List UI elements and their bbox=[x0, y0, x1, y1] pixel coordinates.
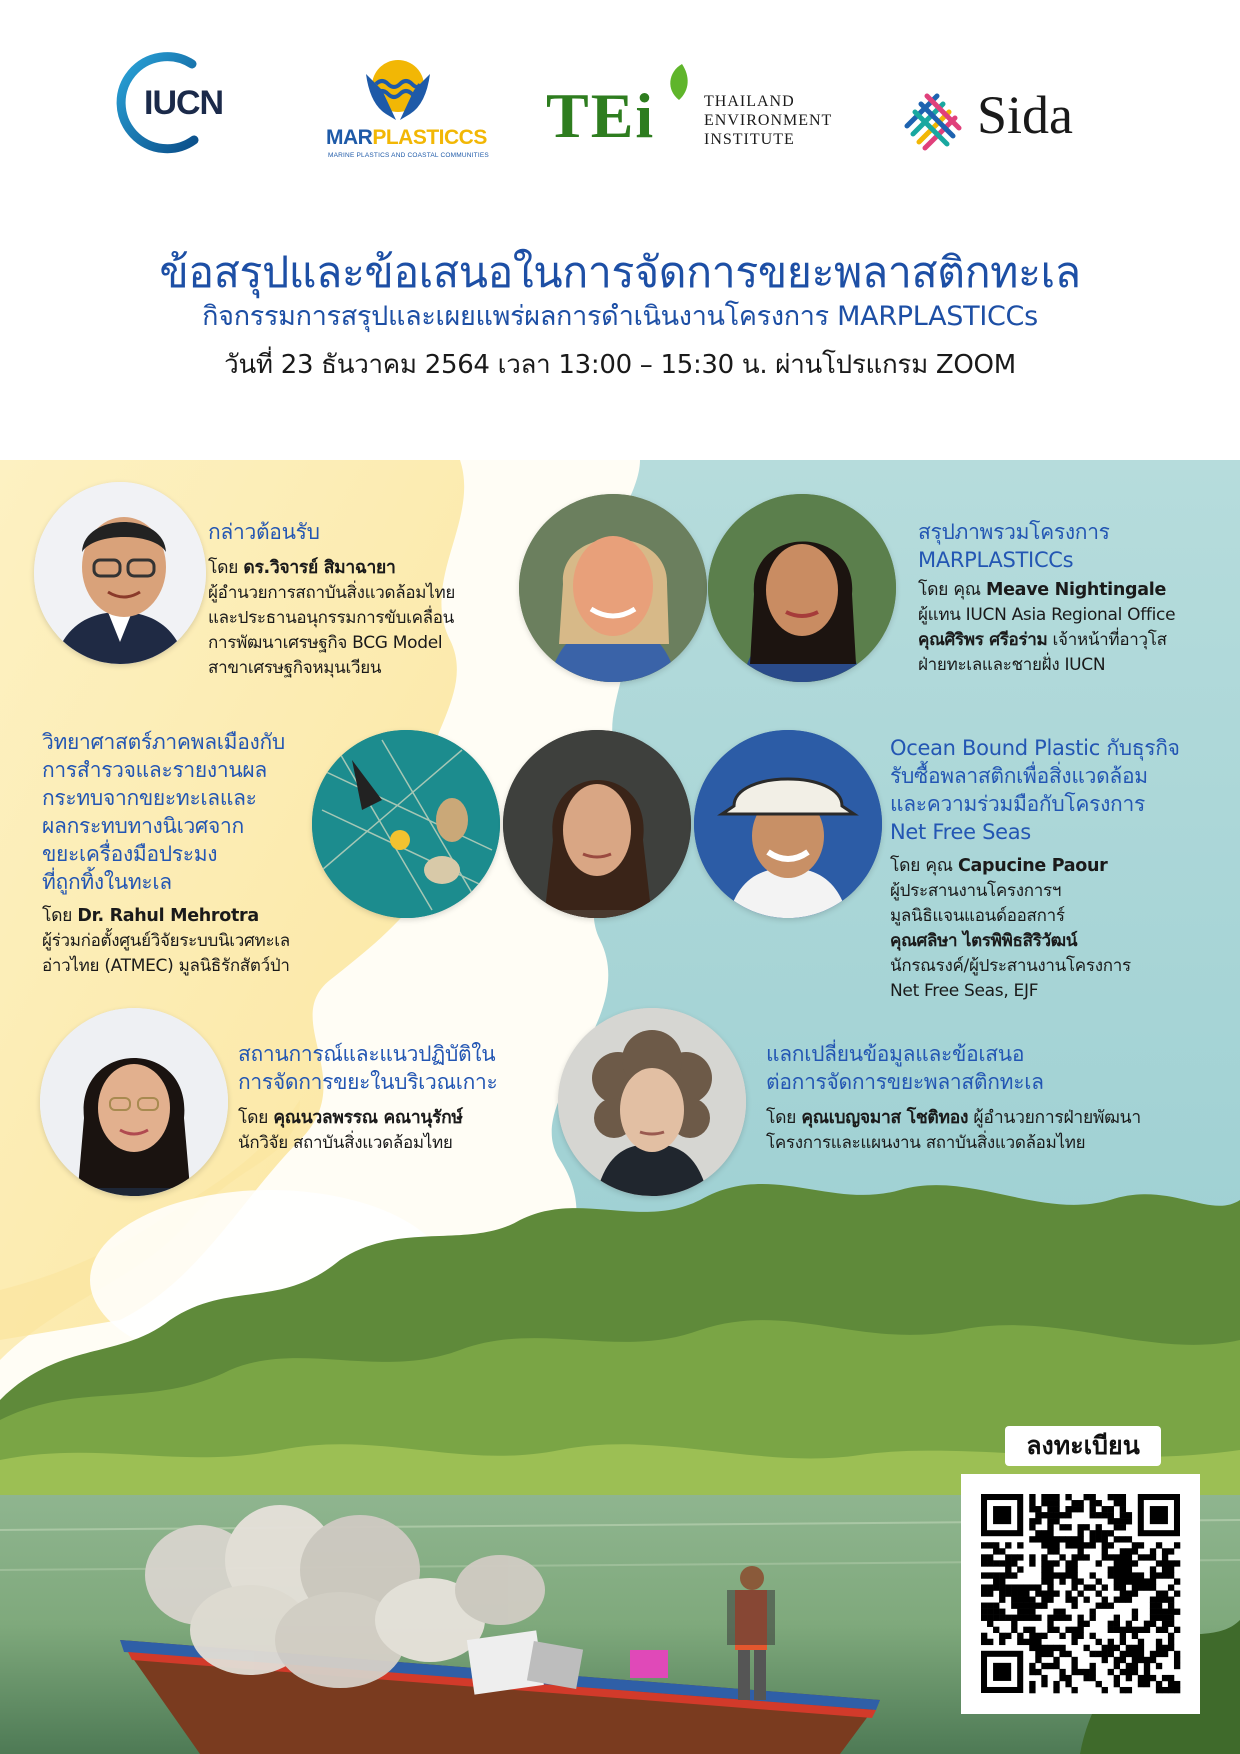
registration-qr-code[interactable] bbox=[961, 1474, 1200, 1714]
speaker-detail: ผู้ร่วมก่อตั้งศูนย์วิจัยระบบนิเวศทะเล bbox=[42, 931, 290, 951]
leaf-icon bbox=[664, 62, 694, 102]
speaker-photo-islands bbox=[40, 1008, 228, 1196]
speaker-detail: โครงการและแผนงาน สถาบันสิ่งแวดล้อมไทย bbox=[766, 1133, 1086, 1153]
iucn-wordmark: IUCN bbox=[144, 84, 224, 122]
speaker-name: ดร.วิจารย์ สิมาฉายา bbox=[243, 558, 396, 578]
session-islands bbox=[238, 1040, 538, 1156]
session-topic: กล่าวต้อนรับ bbox=[208, 520, 320, 544]
speaker-detail: การพัฒนาเศรษฐกิจ BCG Model bbox=[208, 633, 443, 653]
session-byline: โดย Dr. Rahul Mehrotra bbox=[42, 906, 259, 926]
speaker-name: Meave Nightingale bbox=[986, 580, 1167, 600]
tei-logo bbox=[546, 62, 856, 152]
speaker-photo-ocean-bound bbox=[694, 730, 882, 918]
partner-logos bbox=[0, 0, 1240, 200]
session-topic: สถานการณ์และแนวปฏิบัติใน bbox=[238, 1042, 496, 1066]
marplasticcs-tagline: MARINE PLASTICS AND COASTAL COMMUNITIES bbox=[328, 152, 489, 159]
speaker-detail: สาขาเศรษฐกิจหมุนเวียน bbox=[208, 658, 382, 678]
session-exchange bbox=[766, 1040, 1226, 1156]
speaker-detail: มูลนิธิแจนแอนด์ออสการ์ bbox=[890, 906, 1065, 926]
session-topic: การสำรวจและรายงานผล bbox=[42, 758, 268, 782]
register-label: ลงทะเบียน bbox=[1005, 1426, 1161, 1466]
session-welcome bbox=[208, 518, 508, 681]
session-ocean-bound bbox=[890, 734, 1230, 1004]
hands-waves-icon bbox=[320, 56, 490, 126]
woman-portrait-icon bbox=[503, 730, 691, 918]
speaker-photo-welcome bbox=[34, 482, 206, 664]
woman-portrait-icon bbox=[708, 494, 896, 682]
speaker-name: Dr. Rahul Mehrotra bbox=[77, 906, 259, 926]
session-topic: ที่ถูกทิ้งในทะเล bbox=[42, 870, 172, 894]
page-title: ข้อสรุปและข้อเสนอในการจัดการขยะพลาสติกทะเล bbox=[159, 248, 1081, 298]
speaker-detail: นักวิจัย สถาบันสิ่งแวดล้อมไทย bbox=[238, 1133, 453, 1153]
woman-hat-portrait-icon bbox=[694, 730, 882, 918]
speaker-detail: ผู้ประสานงานโครงการฯ bbox=[890, 881, 1062, 901]
session-topic: แลกเปลี่ยนข้อมูลและข้อเสนอ bbox=[766, 1042, 1025, 1066]
marplasticcs-wordmark: MARPLASTICCS bbox=[326, 126, 487, 149]
speaker-name: Capucine Paour bbox=[958, 856, 1108, 876]
page-subtitle: กิจกรรมการสรุปและเผยแพร่ผลการดำเนินงานโครงการ MARPLASTICCs bbox=[202, 301, 1038, 332]
session-topic: Net Free Seas bbox=[890, 820, 1031, 844]
woman-curly-hair-portrait-icon bbox=[558, 1008, 746, 1196]
sida-logo bbox=[903, 86, 1083, 156]
speaker-detail: ผู้อำนวยการสถาบันสิ่งแวดล้อมไทย bbox=[208, 583, 456, 603]
session-topic: และความร่วมมือกับโครงการ bbox=[890, 792, 1145, 816]
session-byline: โดย คุณเบญจมาส โชติทอง ผู้อำนวยการฝ่ายพัฒนา bbox=[766, 1108, 1141, 1128]
woman-glasses-portrait-icon bbox=[40, 1008, 228, 1196]
qr-finder-square bbox=[981, 1651, 1023, 1693]
speaker-name: คุณศิริพร ศรีอร่าม bbox=[918, 630, 1048, 650]
session-topic: วิทยาศาสตร์ภาคพลเมืองกับ bbox=[42, 730, 285, 754]
session-topic: Ocean Bound Plastic กับธุรกิจ bbox=[890, 736, 1180, 760]
session-overview bbox=[918, 518, 1228, 678]
speaker-photo-overview-1 bbox=[519, 494, 707, 682]
session-topic: ขยะเครื่องมือประมง bbox=[42, 842, 218, 866]
speaker-detail: คุณศิริพร ศรีอร่าม เจ้าหน้าที่อาวุโส bbox=[918, 630, 1167, 650]
speaker-name: คุณศลิษา ไตรพิพิธสิริวัฒน์ bbox=[890, 931, 1078, 951]
speaker-photo-exchange bbox=[558, 1008, 746, 1196]
tei-mark: TEi bbox=[546, 80, 656, 151]
speaker-name: คุณนวลพรรณ คณานุรักษ์ bbox=[273, 1108, 463, 1128]
speaker-detail: ฝ่ายทะเลและชายฝั่ง IUCN bbox=[918, 655, 1106, 675]
session-topic: ต่อการจัดการขยะพลาสติกทะเล bbox=[766, 1070, 1044, 1094]
session-citizen-science bbox=[42, 728, 362, 979]
speaker-photo-citizen-science bbox=[503, 730, 691, 918]
speaker-detail: อ่าวไทย (ATMEC) มูลนิธิรักสัตว์ป่า bbox=[42, 956, 290, 976]
session-topic: กระทบจากขยะทะเลและ bbox=[42, 786, 257, 810]
tei-name: THAILAND ENVIRONMENT INSTITUTE bbox=[704, 93, 833, 148]
session-topic: MARPLASTICCs bbox=[918, 548, 1074, 572]
session-byline: โดย ดร.วิจารย์ สิมาฉายา bbox=[208, 558, 396, 578]
speaker-detail bbox=[890, 929, 1230, 954]
speaker-photo-overview-2 bbox=[708, 494, 896, 682]
speaker-name: คุณเบญจมาส โชติทอง bbox=[801, 1108, 969, 1128]
speaker-detail: ผู้แทน IUCN Asia Regional Office bbox=[918, 605, 1176, 625]
speaker-detail: และประธานอนุกรรมการขับเคลื่อน bbox=[208, 608, 455, 628]
qr-finder-square bbox=[981, 1494, 1023, 1536]
qr-code-icon[interactable] bbox=[961, 1474, 1200, 1714]
marplasticcs-logo bbox=[320, 56, 490, 166]
speaker-detail: Net Free Seas, EJF bbox=[890, 981, 1039, 1001]
session-byline: โดย คุณ Meave Nightingale bbox=[918, 580, 1167, 600]
session-topic: รับซื้อพลาสติกเพื่อสิ่งแวดล้อม bbox=[890, 764, 1148, 788]
event-date-line: วันที่ 23 ธันวาคม 2564 เวลา 13:00 – 15:30 น. ผ่านโปรแกรม ZOOM bbox=[224, 350, 1016, 380]
session-topic: ผลกระทบทางนิเวศจาก bbox=[42, 814, 244, 838]
session-topic: การจัดการขยะในบริเวณเกาะ bbox=[238, 1070, 498, 1094]
speaker-detail: นักรณรงค์/ผู้ประสานงานโครงการ bbox=[890, 956, 1131, 976]
iucn-logo bbox=[114, 50, 224, 155]
qr-finder-square bbox=[1138, 1494, 1180, 1536]
session-byline: โดย คุณนวลพรรณ คณานุรักษ์ bbox=[238, 1108, 463, 1128]
sida-stripes-icon bbox=[903, 86, 967, 152]
woman-portrait-icon bbox=[519, 494, 707, 682]
man-portrait-icon bbox=[34, 482, 206, 664]
session-byline: โดย คุณ Capucine Paour bbox=[890, 856, 1108, 876]
sida-wordmark: Sida bbox=[977, 85, 1074, 145]
session-topic: สรุปภาพรวมโครงการ bbox=[918, 520, 1110, 544]
